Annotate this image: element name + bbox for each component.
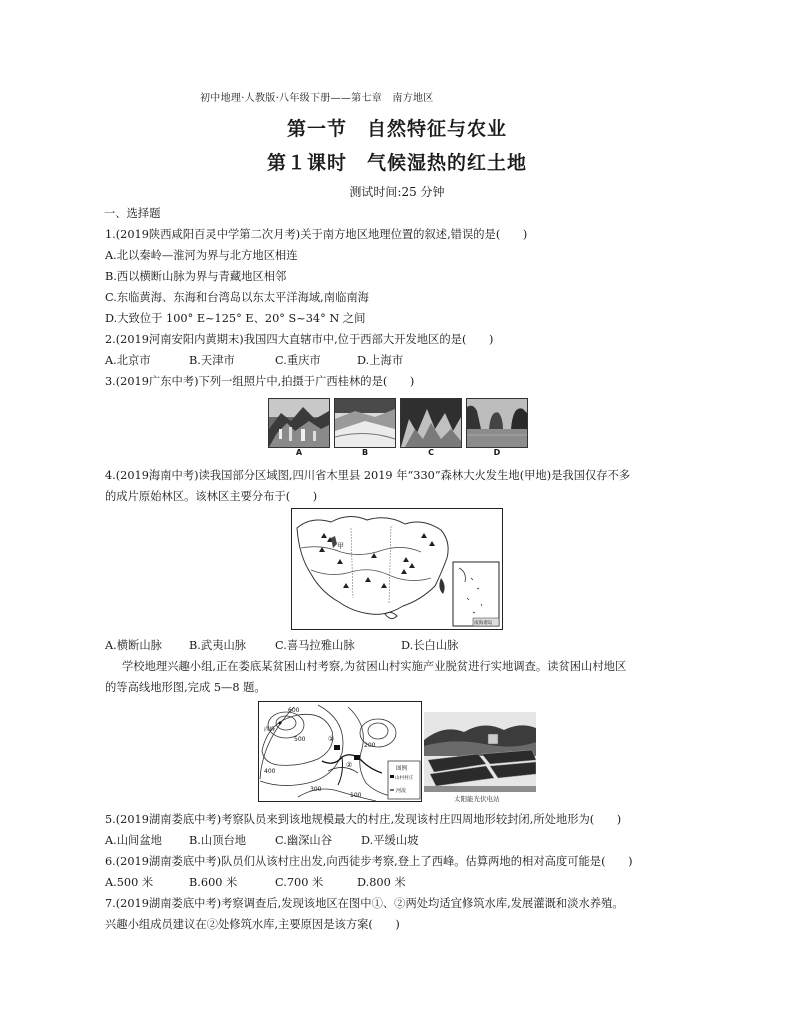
q2-option-a: A.北京市: [105, 354, 151, 367]
solar-caption: 太阳能光伏电站: [454, 795, 500, 803]
q2-option-b: B.天津市: [189, 354, 235, 367]
map-label-jia: 甲: [337, 542, 344, 550]
solar-station-photo: [424, 712, 536, 792]
page-header: 初中地理·人教版·八年级下册——第七章 南方地区: [200, 93, 434, 104]
q3-stem: 3.(2019广东中考)下列一组照片中,拍摄于广西桂林的是( ): [105, 375, 415, 388]
q3-photo-b: [334, 398, 396, 448]
q7-stem-line2: 兴趣小组成员建议在②处修筑水库,主要原因是该方案( ): [105, 918, 400, 931]
q4-option-a: A.横断山脉: [105, 639, 162, 652]
q2-option-d: D.上海市: [357, 354, 404, 367]
q6-option-c: C.700 米: [275, 876, 324, 889]
section-heading: 一、选择题: [104, 207, 161, 220]
contour-map: [258, 701, 422, 802]
q2-stem: 2.(2019河南安阳内黄期末)我国四大直辖市中,位于西部大开发地区的是( ): [105, 333, 494, 346]
q6-option-d: D.800 米: [357, 876, 406, 889]
q3-label-c: C: [428, 448, 434, 457]
q5-option-a: A.山间盆地: [105, 834, 162, 847]
lesson-title: 第１课时 气候湿热的红土地: [266, 152, 527, 174]
q5-option-b: B.山顶台地: [189, 834, 247, 847]
q7-stem: 7.(2019湖南娄底中考)考察调查后,发现该地区在图中①、②两处均适宜修筑水库,发展灌溉和淡水养殖。: [105, 897, 624, 910]
test-time: 测试时间:25 分钟: [349, 185, 445, 199]
q1-option-c: C.东临黄海、东海和台湾岛以东太平洋海域,南临南海: [105, 291, 369, 304]
contour-label-west-peak: 西峰: [264, 727, 276, 733]
contour-label-300: 300: [310, 786, 322, 793]
q3-label-b: B: [361, 448, 369, 457]
q4-option-b: B.武夷山脉: [189, 639, 247, 652]
contour-label-400: 400: [264, 768, 276, 775]
contour-label-600: 600: [288, 707, 300, 714]
map-inset-label: 南海诸岛: [474, 621, 493, 626]
contour-label-200: 200: [364, 742, 376, 749]
q3-photo-a: [268, 398, 330, 448]
contour-label-100: 100: [350, 792, 362, 799]
intro-line1: 学校地理兴趣小组,正在娄底某贫困山村考察,为贫困山村实施产业脱贫进行实地调查。读贫困山村地区: [122, 660, 627, 673]
q4-stem-line2: 的成片原始林区。该林区主要分布于( ): [105, 490, 318, 503]
intro-line2: 的等高线地形图,完成 5—8 题。: [105, 681, 266, 694]
q5-option-d: D.平缓山坡: [361, 834, 419, 847]
q1-option-a: A.北以秦岭—淮河为界与北方地区相连: [105, 249, 298, 262]
legend-title: 图例: [396, 766, 408, 772]
contour-marker-1: ①: [328, 735, 335, 743]
q3-label-d: D: [493, 448, 501, 457]
q6-option-b: B.600 米: [189, 876, 238, 889]
q1-option-d: D.大致位于 100° E~125° E、20° S~34° N 之间: [105, 312, 366, 325]
q5-stem: 5.(2019湖南娄底中考)考察队员来到该地规模最大的村庄,发现该村庄四周地形较封闭,所处地形为( ): [105, 813, 622, 826]
q1-option-b: B.西以横断山脉为界与青藏地区相邻: [105, 270, 287, 283]
legend-river: 河流: [396, 788, 407, 794]
q3-photo-d: [466, 398, 528, 448]
contour-label-500: 500: [294, 736, 306, 743]
q2-option-c: C.重庆市: [275, 354, 321, 367]
q3-photo-c: [400, 398, 462, 448]
region-map: [291, 508, 503, 630]
section-title: 第一节 自然特征与农业: [286, 118, 507, 140]
legend-village: 山村村庄: [395, 776, 414, 781]
q6-option-a: A.500 米: [105, 876, 154, 889]
q4-stem-line1: 4.(2019海南中考)读我国部分区域图,四川省木里县 2019 年“330”森林大火发生地(甲地)是我国仅存不多: [105, 469, 631, 482]
q5-option-c: C.幽深山谷: [275, 834, 333, 847]
q1-stem: 1.(2019陕西咸阳百灵中学第二次月考)关于南方地区地理位置的叙述,错误的是( ): [105, 228, 528, 241]
q4-option-c: C.喜马拉雅山脉: [275, 639, 355, 652]
q6-stem: 6.(2019湖南娄底中考)队员们从该村庄出发,向西徒步考察,登上了西峰。估算两地的相对高度可能是( ): [105, 855, 633, 868]
q3-label-a: A: [295, 448, 303, 457]
q4-option-d: D.长白山脉: [401, 639, 459, 652]
contour-marker-2: ②: [346, 761, 353, 769]
